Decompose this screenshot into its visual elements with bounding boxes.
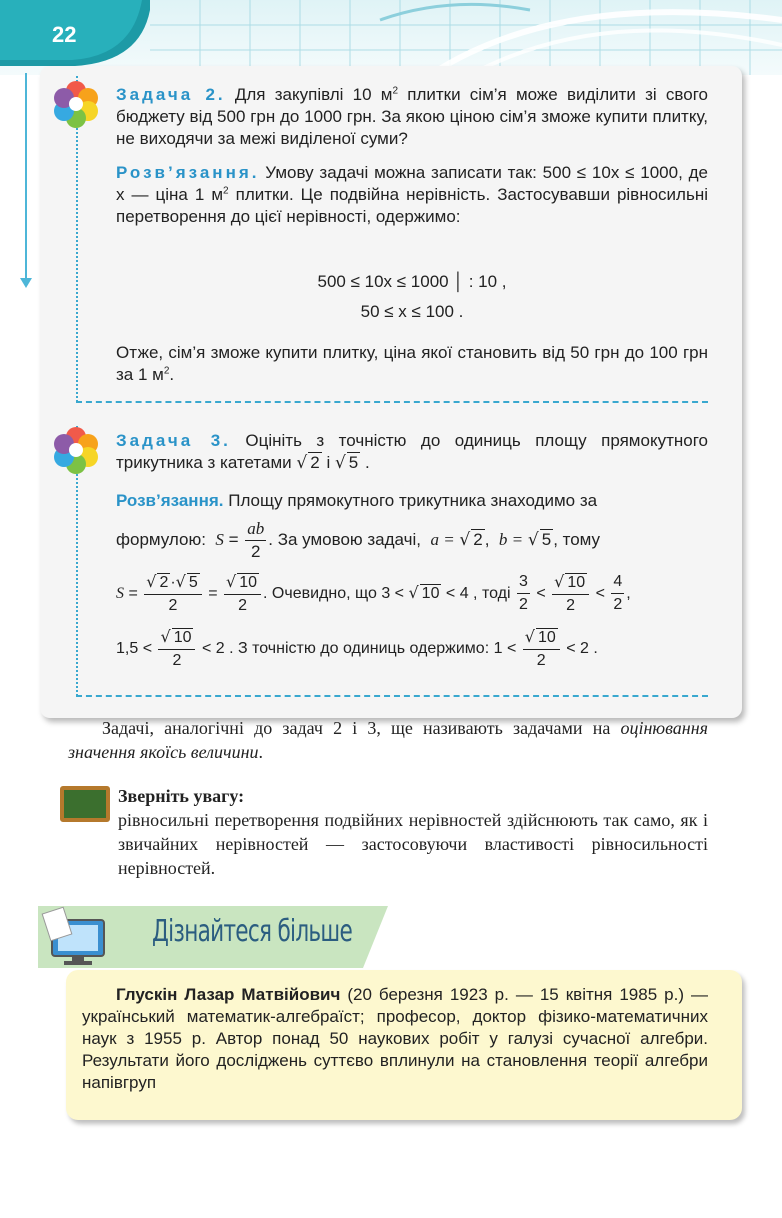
page-number-badge: [0, 0, 150, 70]
task3-solution: Розв’язання. Площу прямокутного трикутника знаходимо за: [116, 491, 598, 510]
page-number: 22: [52, 22, 77, 47]
down-arrow-icon: [20, 278, 32, 288]
bio-name: Глускін Лазар Матвійович: [116, 985, 341, 1004]
vertical-guide-line: [25, 73, 27, 281]
task2-conclusion: Отже, сім’я зможе купити плитку, ціна якої становить від 50 грн до 100 грн за 1 $м^2$.: [116, 343, 708, 384]
task2-equation-1: 500 ≤ 10x ≤ 1000 │ : 10 ,: [317, 272, 507, 291]
flower-icon: [52, 426, 100, 474]
page-header: [0, 0, 782, 75]
bio-text: Глускін Лазар Матвійович (20 березня 1923 р. — 15 квітня 1985 р.) — український математик-алгебраїст; професор, доктор фізико-математичних наук з 1955 р. Автор понад 50 наукових робіт у галузі сучасної алгебри. Результати його досліджень суттєво вплинули на становлення теорії алгебри напівгруп: [82, 985, 708, 1092]
task2-solution-label: Розв’язання.: [116, 163, 260, 182]
task3-evaluation-line: S = $\frac{√ 2 \cdot√ 5}{2}$ = $\frac{√ 10}{2}$ . Очевидно, що 3 < √ 10 < 4 , тоді $\frac{3}{2}$ < $\frac{√ 10}{2}$ < $\frac{4}{2}$ ,: [116, 571, 631, 614]
task3-statement: Задача 3. Оцініть з точністю до одиниць площу прямокутного трикутника з катетами √ 2 і √ 5 .: [116, 431, 708, 473]
task2-statement: Задача 2. Для закупівлі 10 $м^2$ плитки сім’я може виділити зі свого бюджету від 500 грн до 1000 грн. За якою ціною сім’я зможе купити плитку, не виходячи за межі виділеної суми?: [116, 85, 708, 148]
task3-label: Задача 3.: [116, 431, 231, 450]
task2-inequality: 500 ≤ 10x ≤ 1000: [542, 163, 679, 182]
task2-label: Задача 2.: [116, 85, 226, 104]
task3-bottom-border: [76, 695, 708, 697]
task2-bottom-border: [76, 401, 708, 403]
similar-tasks-paragraph: Задачі, аналогічні до задач 2 і 3, ще називають задачами на оцінювання значення якоїсь величини.: [68, 718, 709, 762]
learn-more-title: Дізнайтеся більше: [152, 914, 353, 949]
task3-result-line: 1,5 < $\frac{√ 10}{2}$ < 2 . З точністю до одиниць одержимо: 1 < $\frac{√ 10}{2}$ < 2 .: [116, 627, 598, 669]
flower-icon: [52, 80, 100, 128]
task2-equation-2: 50 ≤ x ≤ 100 .: [360, 302, 464, 321]
note-block: [118, 784, 708, 880]
note-text: рівносильні перетворення подвійних нерівностей здійснюють так само, як і звичайних нерівностей — застосовуючи властивості рівносильності нерівностей.: [118, 810, 708, 878]
chalkboard-icon: [60, 786, 110, 822]
note-title: Зверніть увагу:: [118, 786, 245, 806]
task3-formula-line: формулою: S = $\frac{ab}{2}$ . За умовою задачі, a = √ 2 , b = √ 5 , тому: [116, 519, 601, 562]
task3-solution-label: Розв’язання.: [116, 491, 224, 510]
task2-solution: Розв’язання. Умову задачі можна записати так: 500 ≤ 10x ≤ 1000, де x — ціна 1 $м^2$ плитки. Це подвійна нерівність. Застосувавши рівносильні перетворення до цієї нерівності, одержимо:: [116, 163, 708, 226]
